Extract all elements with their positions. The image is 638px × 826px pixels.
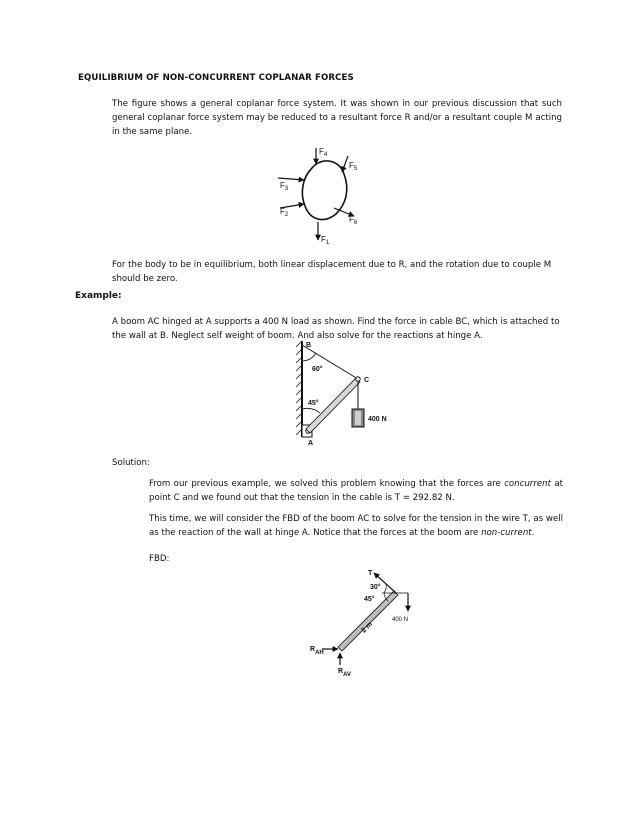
fbd-rav-subscript: AV xyxy=(343,672,351,678)
angle-60-arc xyxy=(302,353,316,361)
section-heading: EQUILIBRIUM OF NON-CONCURRENT COPLANAR FORCES xyxy=(78,73,354,83)
solution-p1-after: at point C and we found out that the tension in the cable is T = 292.82 N. xyxy=(149,479,563,503)
solution-p1-before: From our previous example, we solved this problem knowing that the forces are xyxy=(149,479,505,489)
point-a-label: A xyxy=(308,440,314,447)
angle-45-label: 45° xyxy=(308,400,319,407)
f4-subscript: 4 xyxy=(323,152,328,158)
solution-p1-emphasis: concurrent xyxy=(504,479,551,489)
load-block-highlight xyxy=(355,411,361,425)
angle-45-arc xyxy=(302,408,320,413)
fbd-rah-label: R xyxy=(310,646,316,653)
f1-label: F xyxy=(321,235,326,244)
svg-text:RAH xyxy=(310,646,324,656)
svg-text:F5 xyxy=(349,161,358,172)
svg-text:F6 xyxy=(349,215,358,226)
force-f5-arrow xyxy=(342,156,348,172)
free-body-diagram xyxy=(300,565,420,681)
fbd-rah-subscript: AH xyxy=(315,650,324,656)
svg-text:F2 xyxy=(280,207,289,218)
f6-label: F xyxy=(349,215,354,224)
svg-text:F1 xyxy=(321,235,330,246)
fbd-rav-label: R xyxy=(338,668,344,675)
point-b-label: B xyxy=(306,342,312,349)
f4-label: F xyxy=(319,147,324,156)
fbd-angle-45-label: 45° xyxy=(364,596,375,603)
svg-text:F4 xyxy=(319,147,328,158)
example-heading: Example: xyxy=(75,291,122,301)
angle-60-label: 60° xyxy=(312,366,323,373)
f1-subscript: 1 xyxy=(325,240,330,246)
f3-subscript: 3 xyxy=(284,186,289,192)
intro-paragraph: The figure shows a general coplanar force system. It was shown in our previous discussion that such general coplanar force system may be reduced to a resultant force R and/or a resultant couple M acting in the same plane. xyxy=(112,99,562,137)
coplanar-force-figure xyxy=(270,142,380,252)
svg-text:F3 xyxy=(280,181,289,192)
cable-bc xyxy=(302,345,358,379)
boom-figure xyxy=(292,339,402,451)
f5-subscript: 5 xyxy=(353,166,358,172)
fbd-load-label: 400 N xyxy=(392,617,409,623)
solution-paragraph-1 xyxy=(149,477,563,505)
fbd-angle-30-arc xyxy=(384,584,386,593)
example-paragraph: A boom AC hinged at A supports a 400 N load as shown. Find the force in cable BC, which is attached to the wall at B. Neglect self weight of boom. And also solve for the reactions at hinge A. xyxy=(112,317,560,341)
fbd-tension-label: T xyxy=(368,570,373,577)
svg-text:RAV xyxy=(338,668,351,678)
solution-p2-emphasis: non-current xyxy=(481,528,532,538)
solution-p2-after: . xyxy=(531,528,535,538)
f2-label: F xyxy=(280,207,285,216)
load-label: 400 N xyxy=(368,416,387,423)
joint-c xyxy=(356,377,360,381)
point-c-label: C xyxy=(364,377,370,384)
force-f3-arrow xyxy=(278,178,304,180)
equilibrium-paragraph: For the body to be in equilibrium, both linear displacement due to R, and the rotation due to couple M should be zero. xyxy=(112,260,552,284)
solution-label: Solution: xyxy=(112,458,150,468)
f2-subscript: 2 xyxy=(284,212,289,218)
f6-subscript: 6 xyxy=(353,220,358,226)
fbd-angle-30-label: 30° xyxy=(370,584,381,591)
solution-p2-before: This time, we will consider the FBD of the boom AC to solve for the tension in the wire T, as well as the reaction of the wall at hinge A. Notice that the forces at the boom are xyxy=(149,514,563,538)
f3-label: F xyxy=(280,181,285,190)
f5-label: F xyxy=(349,161,354,170)
fbd-label: FBD: xyxy=(149,554,170,564)
fbd-length-label: 2 m xyxy=(360,620,374,635)
solution-paragraph-2 xyxy=(149,512,563,540)
